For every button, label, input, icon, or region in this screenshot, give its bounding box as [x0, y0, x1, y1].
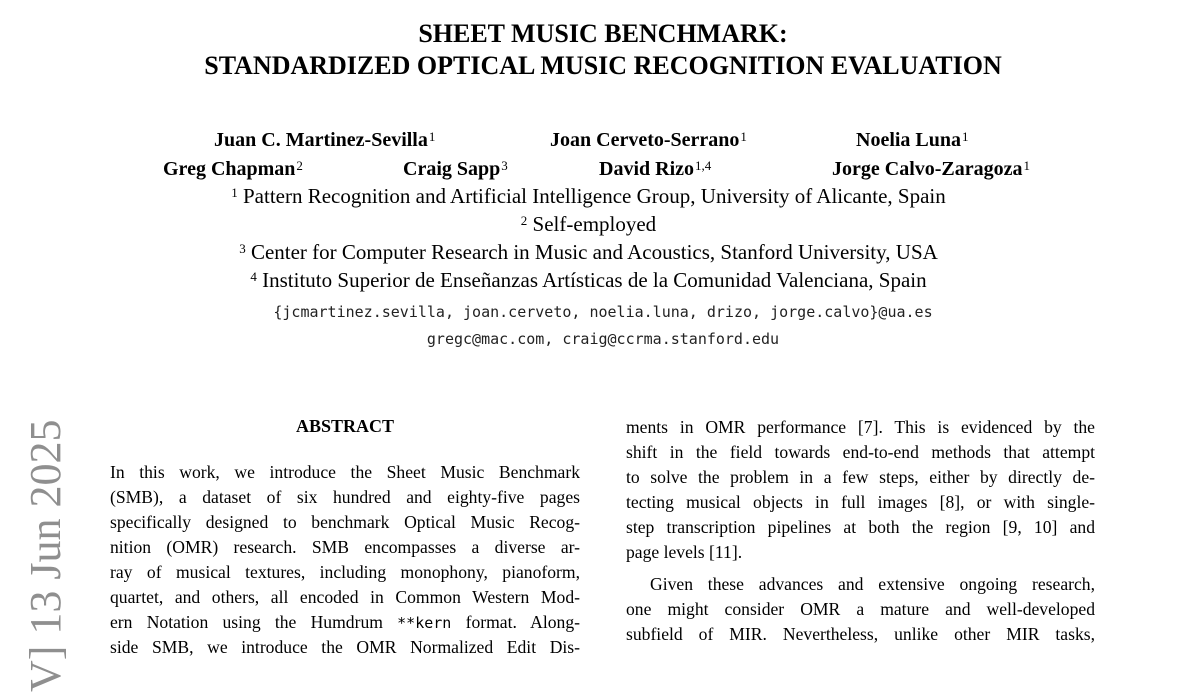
affiliation-2	[0, 211, 1176, 237]
author-name: Juan C. Martinez-Sevilla	[214, 129, 428, 151]
author-name: Joan Cerveto-Serrano	[550, 129, 740, 151]
email-line-2: gregc@mac.com, craig@ccrma.stanford.edu	[426, 330, 780, 348]
abstract-line: (SMB), a dataset of six hundred and eighty-five pages	[110, 487, 580, 507]
author-5	[403, 157, 508, 181]
body-line: ments in OMR performance [7]. This is evidenced by the	[626, 417, 1095, 437]
email-line-1: {jcmartinez.sevilla, joan.cerveto, noelia.luna, drizo, jorge.calvo}@ua.es	[273, 303, 933, 321]
author-name: Jorge Calvo-Zaragoza	[832, 158, 1023, 180]
affiliation-text: Pattern Recognition and Artificial Intelligence Group, University of Alicante, Spain	[243, 184, 946, 208]
paper-title-line-1: SHEET MUSIC BENCHMARK:	[418, 19, 788, 48]
kern-line-after: format. Along-	[451, 612, 580, 632]
abstract-line: ray of musical textures, including monophony, pianoform,	[110, 562, 580, 582]
body-line: tecting musical objects in full images [8], or with single-	[626, 492, 1095, 512]
kern-line-before: ern Notation using the Humdrum	[110, 612, 398, 632]
author-affiliation-mark: 1	[428, 129, 436, 144]
author-name: Craig Sapp	[403, 158, 501, 180]
abstract-heading: ABSTRACT	[295, 416, 395, 436]
body-line: subfield of MIR. Nevertheless, unlike other MIR tasks,	[626, 624, 1095, 644]
body-line: one might consider OMR a mature and well-developed	[626, 599, 1095, 619]
author-name: David Rizo	[599, 158, 694, 180]
author-7	[832, 157, 1030, 181]
abstract-line: nition (OMR) research. SMB encompasses a diverse ar-	[110, 537, 580, 557]
author-3	[856, 128, 969, 152]
body-line: step transcription pipelines at both the region [9, 10] and	[626, 517, 1095, 537]
body-line: page levels [11].	[626, 542, 743, 562]
author-name: Noelia Luna	[856, 129, 962, 151]
affiliation-mark: 1	[231, 185, 238, 200]
body-line: Given these advances and extensive ongoing research,	[650, 574, 1095, 594]
body-line: shift in the field towards end-to-end methods that attempt	[626, 442, 1095, 462]
author-name: Greg Chapman	[163, 158, 296, 180]
affiliation-mark: 3	[239, 241, 246, 256]
author-2	[550, 128, 747, 152]
author-affiliation-mark: 2	[296, 158, 303, 173]
abstract-line: In this work, we introduce the Sheet Music Benchmark	[110, 462, 580, 482]
body-line: to solve the problem in a few steps, either by directly de-	[626, 467, 1095, 487]
affiliation-1	[0, 183, 1176, 209]
affiliation-text: Center for Computer Research in Music and Acoustics, Stanford University, USA	[250, 240, 938, 264]
paper-title-line-2: STANDARDIZED OPTICAL MUSIC RECOGNITION EVALUATION	[204, 51, 1002, 80]
author-affiliation-mark: 1,4	[695, 158, 712, 173]
affiliation-4	[0, 267, 1176, 293]
affiliation-mark: 2	[520, 213, 528, 228]
kern-code: **kern	[397, 614, 452, 632]
abstract-line: side SMB, we introduce the OMR Normalized Edit Dis-	[110, 637, 580, 657]
author-affiliation-mark: 3	[501, 158, 508, 173]
abstract-line: quartet, and others, all encoded in Common Western Mod-	[110, 587, 580, 607]
author-6	[599, 157, 711, 181]
author-1	[214, 128, 435, 152]
affiliation-text: Self-employed	[532, 212, 657, 236]
abstract-line: specifically designed to benchmark Optical Music Recog-	[110, 512, 580, 532]
author-4	[163, 157, 303, 181]
affiliation-3	[0, 239, 1176, 265]
author-affiliation-mark: 1	[1023, 158, 1031, 173]
abstract-line-kern	[110, 610, 580, 634]
affiliation-text: Instituto Superior de Enseñanzas Artísticas de la Comunidad Valenciana, Spain	[262, 268, 927, 292]
author-affiliation-mark: 1	[740, 129, 747, 144]
arxiv-stamp: V] 13 Jun 2025	[21, 419, 70, 692]
author-affiliation-mark: 1	[962, 129, 969, 144]
affiliation-mark: 4	[250, 269, 257, 284]
